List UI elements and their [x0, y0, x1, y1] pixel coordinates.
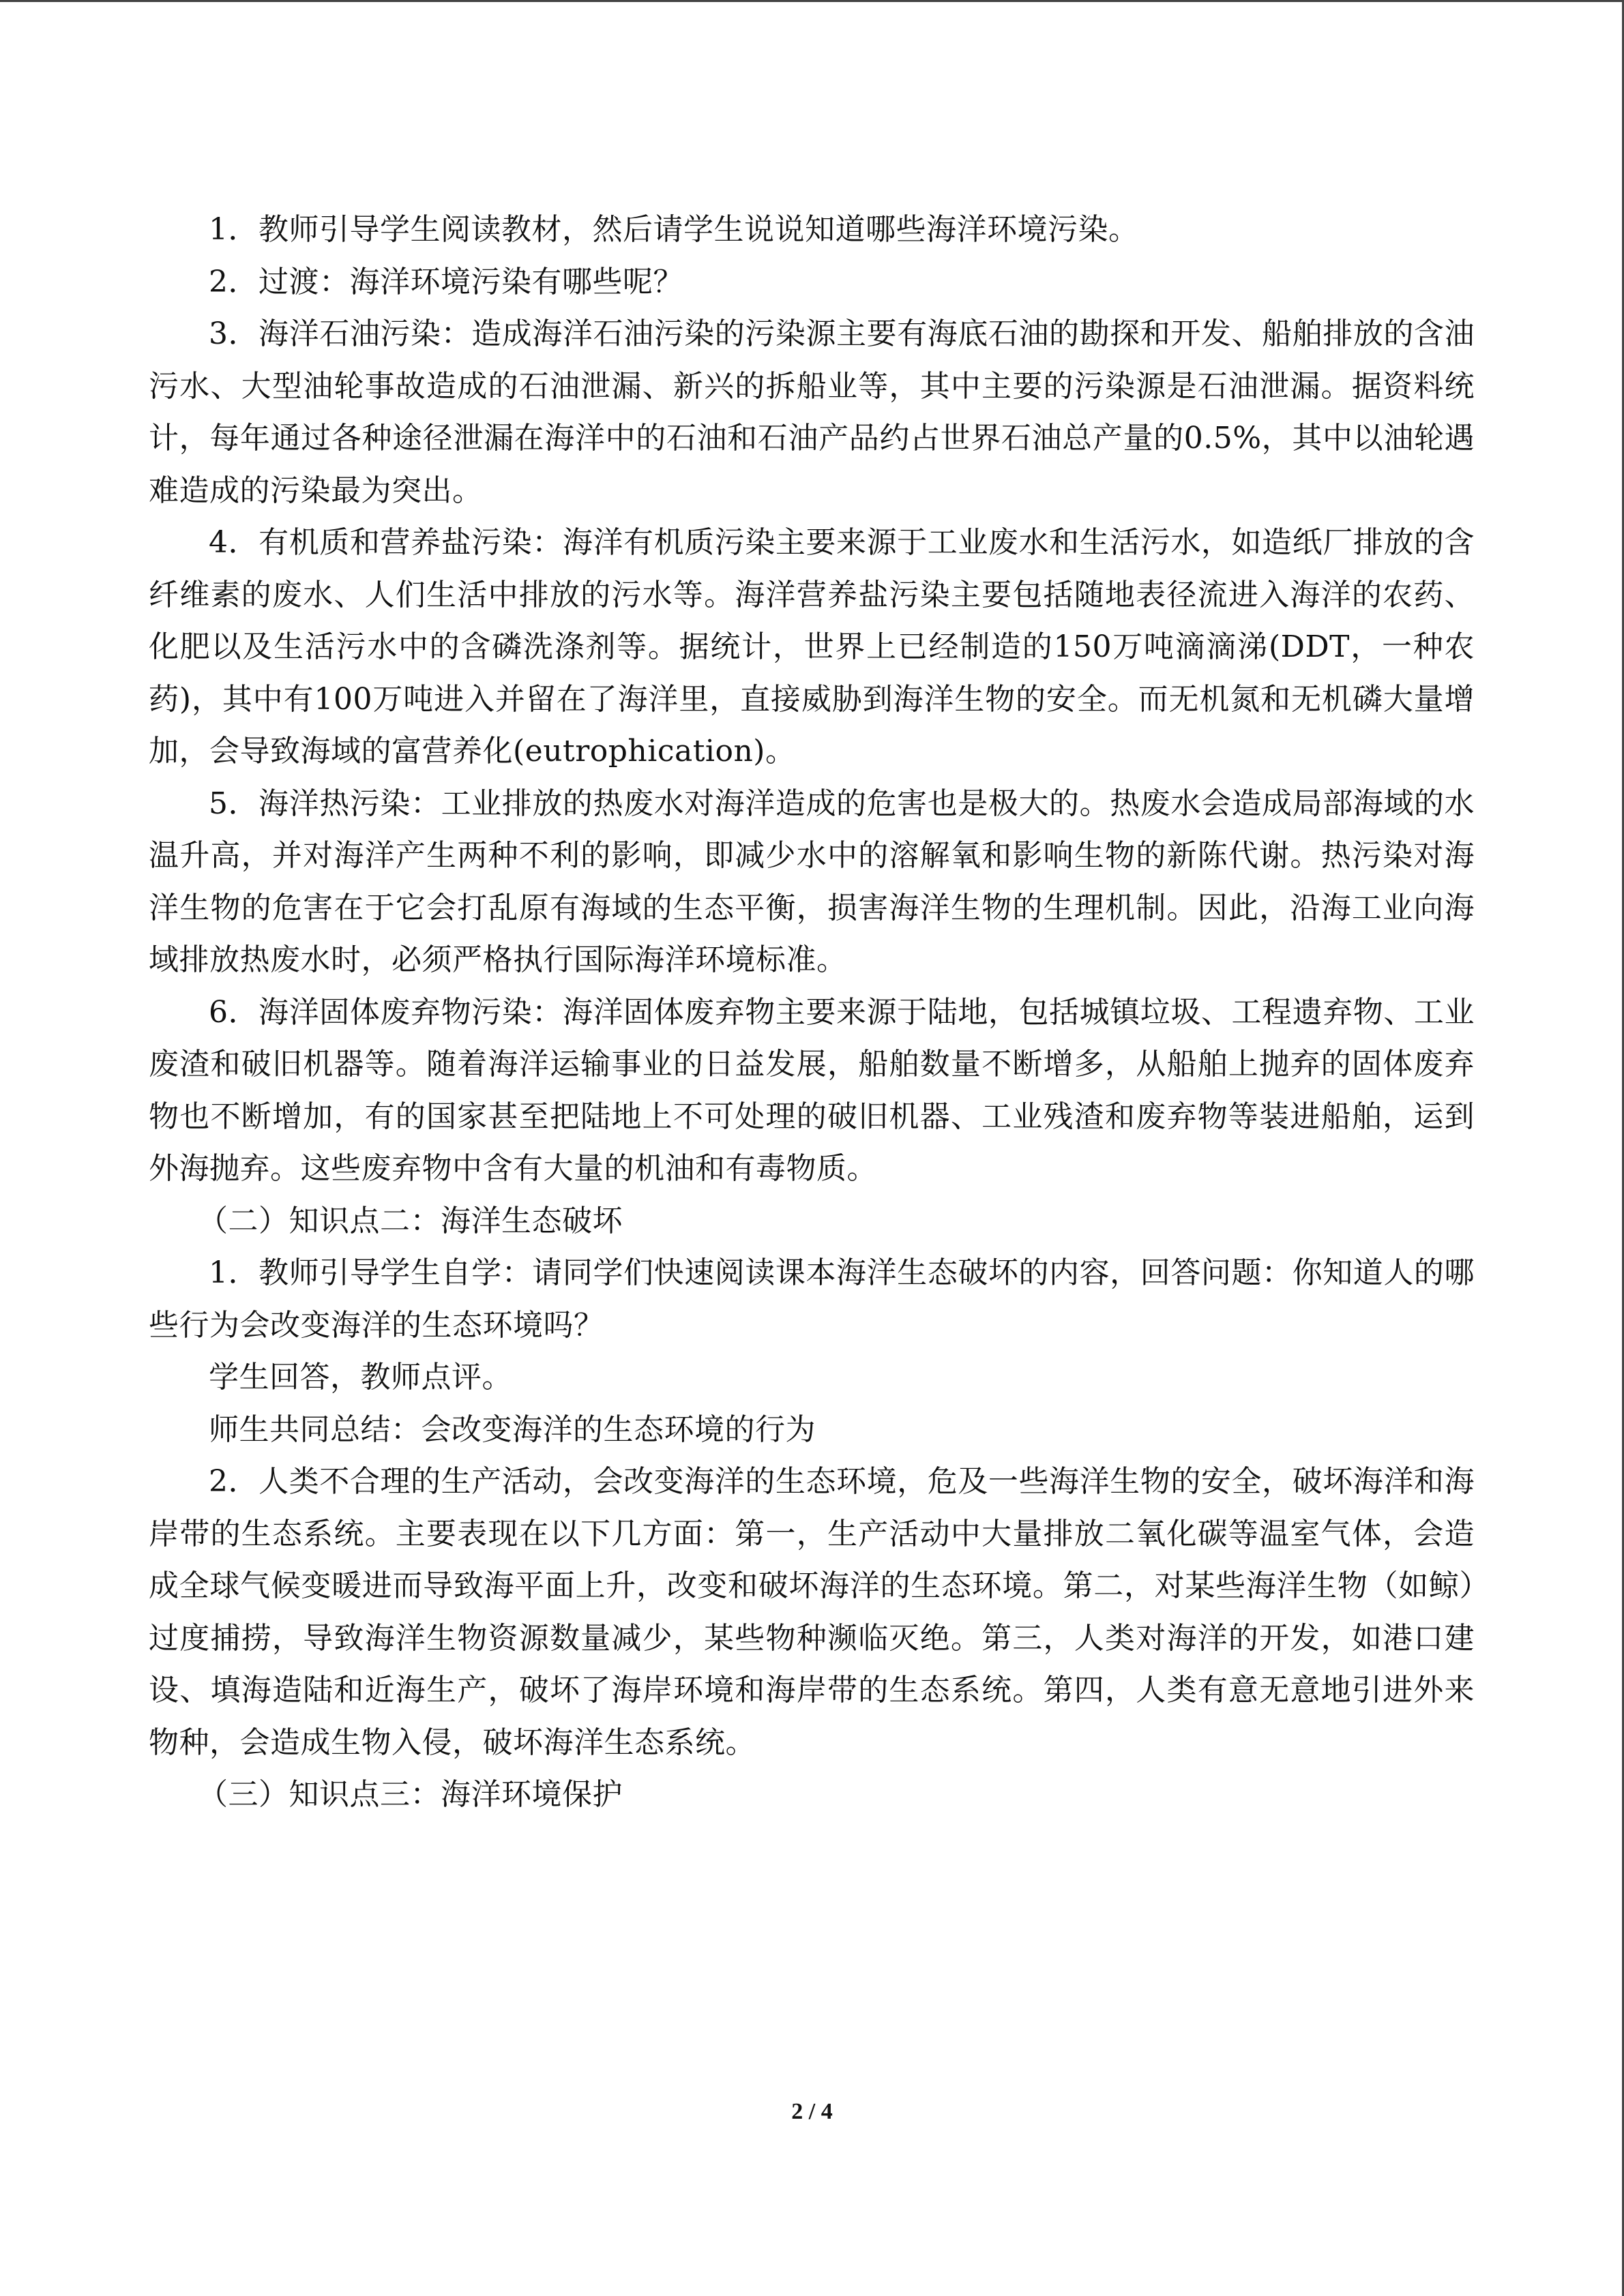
- paragraph-organic-nutrient-pollution: 4．有机质和营养盐污染：海洋有机质污染主要来源于工业废水和生活污水，如造纸厂排放的含纤维素的废水、人们生活中排放的污水等。海洋营养盐污染主要包括随地表径流进入海洋的农药、化肥以及生活污水中的含磷洗涤剂等。据统计，世界上已经制造的150万吨滴滴涕(DDT，一种农药)，其中有100万吨进入并留在了海洋里，直接威胁到海洋生物的安全。而无机氮和无机磷大量增加，会导致海域的富营养化(eutrophication)。: [149, 525, 1475, 769]
- paragraph-reading-guidance: 1．教师引导学生阅读教材，然后请学生说说知道哪些海洋环境污染。: [209, 212, 1139, 247]
- paragraph-transition: 2．过渡：海洋环境污染有哪些呢？: [209, 264, 683, 299]
- page-number: 2 / 4: [791, 2099, 833, 2124]
- paragraph-self-study: 1．教师引导学生自学：请同学们快速阅读课本海洋生态破坏的内容，回答问题：你知道人的哪些行为会改变海洋的生态环境吗？: [149, 1255, 1475, 1343]
- paragraph-oil-pollution: 3．海洋石油污染：造成海洋石油污染的污染源主要有海底石油的勘探和开发、船舶排放的含油污水、大型油轮事故造成的石油泄漏、新兴的拆船业等，其中主要的污染源是石油泄漏。据资料统计，每年通过各种途径泄漏在海洋中的石油和石油产品约占世界石油总产量的0.5%，其中以油轮遇难造成的污染最为突出。: [149, 316, 1475, 508]
- paragraph-student-answer: 学生回答，教师点评。: [209, 1360, 512, 1395]
- section-heading-environment-protection: （三）知识点三：海洋环境保护: [198, 1777, 623, 1812]
- paragraph-summary: 师生共同总结：会改变海洋的生态环境的行为: [209, 1412, 816, 1447]
- paragraph-solid-waste-pollution: 6．海洋固体废弃物污染：海洋固体废弃物主要来源于陆地，包括城镇垃圾、工程遗弃物、工业废渣和破旧机器等。随着海洋运输事业的日益发展，船舶数量不断增多，从船舶上抛弃的固体废弃物也不断增加，有的国家甚至把陆地上不可处理的破旧机器、工业残渣和废弃物等装进船舶，运到外海抛弃。这些废弃物中含有大量的机油和有毒物质。: [149, 994, 1475, 1186]
- page-content: [149, 204, 1475, 1821]
- paragraph-thermal-pollution: 5．海洋热污染：工业排放的热废水对海洋造成的危害也是极大的。热废水会造成局部海域的水温升高，并对海洋产生两种不利的影响，即减少水中的溶解氧和影响生物的新陈代谢。热污染对海洋生物的危害在于它会打乱原有海域的生态平衡，损害海洋生物的生理机制。因此，沿海工业向海域排放热废水时，必须严格执行国际海洋环境标准。: [149, 786, 1475, 977]
- section-heading-ecological-damage: （二）知识点二：海洋生态破坏: [198, 1203, 623, 1238]
- paragraph-human-activities: 2．人类不合理的生产活动，会改变海洋的生态环境，危及一些海洋生物的安全，破坏海洋和海岸带的生态系统。主要表现在以下几方面：第一，生产活动中大量排放二氧化碳等温室气体，会造成全球气候变暖进而导致海平面上升，改变和破坏海洋的生态环境。第二，对某些海洋生物（如鲸）过度捕捞，导致海洋生物资源数量减少，某些物种濒临灭绝。第三，人类对海洋的开发，如港口建设、填海造陆和近海生产，破坏了海岸环境和海岸带的生态系统。第四，人类有意无意地引进外来物种，会造成生物入侵，破坏海洋生态系统。: [149, 1464, 1475, 1760]
